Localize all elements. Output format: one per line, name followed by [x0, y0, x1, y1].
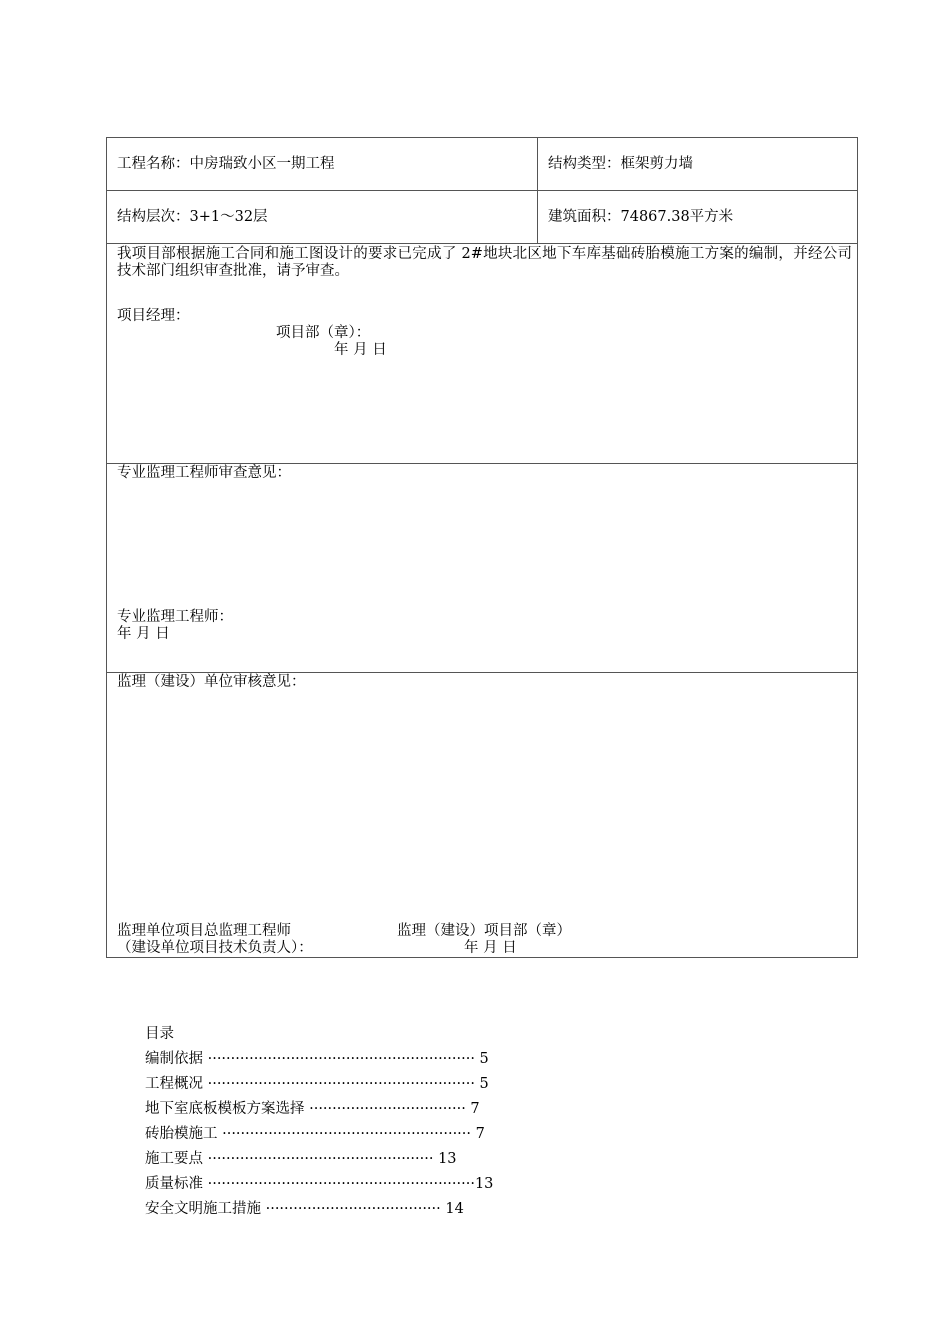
unit-opinion-label: 监理（建设）单位审核意见：: [117, 674, 306, 690]
project-dept-seal-label: 项目部（章）：: [276, 325, 371, 341]
engineer-signature-label: 专业监理工程师：: [117, 609, 233, 625]
engineer-review-row: [107, 464, 858, 673]
toc-page-number: 7: [465, 1101, 480, 1117]
unit-review-date: 年 月 日: [464, 940, 517, 956]
toc-page-number: 13: [433, 1151, 457, 1167]
engineer-review-date: 年 月 日: [117, 626, 170, 642]
toc-item-label: 工程概况: [145, 1076, 208, 1092]
structure-type: 结构类型：框架剪力墙: [548, 155, 693, 172]
toc-leader-dots: ··························································: [207, 1176, 475, 1192]
structure-layers-cell: [107, 191, 538, 244]
toc-page-number: 7: [471, 1126, 485, 1142]
toc-item[interactable]: [145, 1122, 493, 1147]
toc-page-number: 5: [474, 1051, 489, 1067]
project-manager-label: 项目经理：: [117, 308, 190, 324]
toc-item-label: 安全文明施工措施: [145, 1201, 266, 1217]
toc-item[interactable]: [145, 1072, 493, 1097]
toc-item[interactable]: [145, 1047, 493, 1072]
toc-leader-dots: ······················································: [222, 1126, 472, 1142]
project-name: 工程名称：中房瑞致小区一期工程: [117, 155, 335, 172]
toc-item-label: 质量标准: [145, 1176, 208, 1192]
toc-item-label: 地下室底板模板方案选择: [145, 1101, 310, 1117]
structure-layers: 结构层次：3+1～32层: [117, 208, 268, 225]
unit-review-row: [107, 673, 858, 958]
construction-responsible-label: （建设单位项目技术负责人）：: [117, 940, 313, 956]
toc-leader-dots: ······································: [265, 1201, 441, 1217]
toc-item-label: 砖胎模施工: [145, 1126, 223, 1142]
unit-review-cell: [107, 673, 858, 958]
submission-text: 我项目部根据施工合同和施工图设计的要求已完成了 2#地块北区地下车库基础砖胎模施工方案的编制，并经公司技术部门组织审查批准，请予审查。: [117, 246, 852, 279]
toc-leader-dots: ··························································: [207, 1051, 475, 1067]
chief-engineer-label: 监理单位项目总监理工程师: [117, 923, 291, 939]
engineer-opinion-label: 专业监理工程师审查意见：: [117, 465, 291, 481]
engineer-review-cell: [107, 464, 858, 673]
toc-page-number: 14: [440, 1201, 464, 1217]
toc-title: 目录: [145, 1026, 174, 1042]
table-of-contents: [145, 1022, 493, 1222]
contractor-submission-row: [107, 244, 858, 464]
building-area-cell: [538, 191, 858, 244]
supervision-dept-seal-label: 监理（建设）项目部（章）: [397, 923, 571, 939]
building-area: 建筑面积：74867.38平方米: [548, 208, 734, 225]
toc-item[interactable]: [145, 1097, 493, 1122]
approval-form-table: [106, 137, 858, 958]
toc-page-number: 5: [474, 1076, 489, 1092]
project-info-row: [107, 138, 858, 191]
toc-leader-dots: ··································: [309, 1101, 466, 1117]
toc-item[interactable]: [145, 1197, 493, 1222]
structure-type-cell: [538, 138, 858, 191]
toc-item[interactable]: [145, 1172, 493, 1197]
toc-leader-dots: ··························································: [207, 1076, 475, 1092]
submission-date: 年 月 日: [334, 342, 387, 358]
project-name-cell: [107, 138, 538, 191]
toc-leader-dots: ·················································: [207, 1151, 434, 1167]
contractor-submission-cell: [107, 244, 858, 464]
structure-info-row: [107, 191, 858, 244]
toc-page-number: 13: [474, 1176, 494, 1192]
toc-item-label: 编制依据: [145, 1051, 208, 1067]
toc-item-label: 施工要点: [145, 1151, 208, 1167]
toc-item[interactable]: [145, 1147, 493, 1172]
